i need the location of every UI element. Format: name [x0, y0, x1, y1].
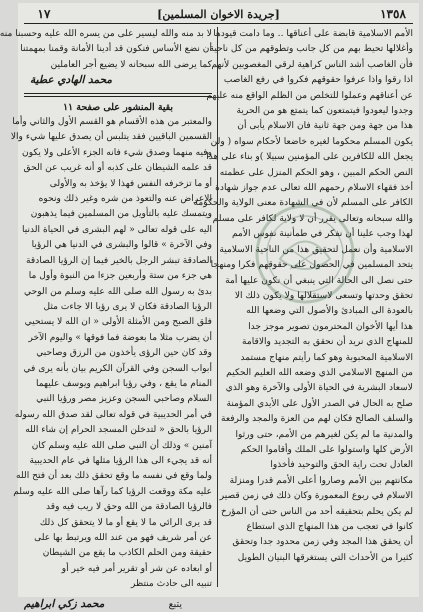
text-line: عن أمر شريف فهو من عند الله ويرتبط بها على	[34, 533, 212, 543]
text-line: وقد كان حين الرؤى يأخذون من الرزق وصاحبي	[36, 348, 212, 359]
text-line: حتى نصل الى الحالة التي ينبغي أن نكون عليها أمة	[225, 275, 413, 286]
text-line: الرؤيا بالحق « لتدخلن المسجد الحرام إن شاء الله	[25, 425, 212, 436]
text-line: الرؤيا الصادقة فكان لا يرى رؤيا الا جاءت مثل	[43, 301, 212, 312]
page-number-left: ١٧	[37, 7, 51, 21]
article-footer	[24, 597, 212, 612]
text-line: فأن الغاصب أشد الناس كراهية لرقي المغصوبين لأنهم	[211, 59, 413, 70]
text-line: هي جزء من ستة وأربعين جزءا من النبوة وأول ما	[28, 271, 212, 282]
text-line: من المنهج الاسلامي الذي وضعه الله العليم الحكيم	[226, 367, 413, 378]
text-line: صلح به الحال في الصدر الأول على الأيدي المؤمنة	[226, 398, 413, 409]
text-line: والمعتبر من هذه الأقسام هو القسم الأول والثاني وأما	[12, 117, 212, 128]
text-line: قد يرى الرائي ما لا يقع أو ما لا يتحقق كل ذلك	[39, 517, 212, 528]
follow-label: يتبع	[168, 598, 182, 610]
text-line: يكون المسلم محكوما لغيره خاضعا لأحكام سواه ( ولن	[210, 136, 413, 147]
text-line: بالعودة الى المبادئ والأصول التي وضعها الله	[246, 306, 413, 317]
text-line: هذا من جهة ومن جهة ثانية فان الاسلام يأبى أن	[237, 121, 413, 132]
text-line: الإعراض عنه والتعوذ من شره وغير ذلك ونحوه	[38, 194, 212, 205]
newspaper-title: [جريدة الاخوان المسلمين]	[157, 7, 280, 21]
text-line: بدئ به رسول الله صلى الله عليه وسلم من الوحي	[24, 286, 212, 297]
text-line: النص الحكم المبين ، وهو الحكم المنزل على عظمته	[219, 167, 413, 178]
text-line: كثيرا من الأحداث التي يستغرقها البنيان الطويل	[237, 552, 413, 563]
signature-author-1: محمد الهادي عطية	[30, 74, 113, 87]
text-line: يجعل الله للكافرين على المؤمنين سبيلا )و بناء على هذا	[206, 152, 413, 163]
text-line: أن يحقق هذا المجد وفي زمن محدود جدا وتحقق	[232, 537, 413, 548]
text-line: الاسلام في ربوع المعمورة وكان ذلك في زمن قصير	[219, 491, 413, 502]
text-line: تنبيه الى حادث منتظر	[130, 579, 212, 590]
text-line: والمدنية ما لم يكن لغيرهم من الأمم، حتى ورثوا	[235, 429, 413, 440]
text-line: كانوا في تعجب من هذا المنهاج الذي استطاع	[246, 522, 413, 532]
text-line: هذا أيها الأخوان المحترمون تصوير موجز جدا	[248, 321, 413, 332]
column-divider	[217, 27, 218, 587]
text-line: للمنهاج الذي نريد أن نحقق به التجديد والاقامة	[241, 337, 413, 348]
text-line: المنام ما يقع ، وفي رؤيا ابراهيم ويوسف عليهما	[35, 378, 212, 389]
text-line: وأغلالها تحيط بهم من كل جانب وتطوقهم من كل ناحية	[209, 44, 413, 55]
text-line: لم يكن يحلم بتحقيقه أحد من الناس حتى أن المؤرخ	[220, 506, 413, 517]
text-line: تحقق وحدتها وتسعى لاستقلالها ولا يكون ذلك الا	[234, 290, 413, 301]
text-line: لهذا وجب علينا أن نفكر في طمأنينة نفوس الأمم	[231, 229, 413, 240]
text-line: أنه قد يجيء الى هذا الرؤيا مثلها في عام الحديبية	[29, 455, 212, 466]
text-line: وفيه منهما وصدق شيء فانه الجزء الأعلى ولا يكون	[22, 147, 212, 158]
continuation-heading: بقية المنشور على صفحة ١١	[62, 101, 174, 113]
text-line: أبواب السجن وفي القرآن الكريم بيان بأنه يرى في	[23, 363, 212, 374]
text-line: كما يرضى الله سبحانه لا يضيع أجر العاملين	[50, 59, 212, 70]
right-column	[193, 27, 413, 589]
text-line: والسلف الصالح فكان لهم من العزة والمجد والرفعة	[220, 414, 413, 425]
text-line: الصادقة تبشر الرجل بالخير فيما إن الرؤيا الصادقة	[26, 255, 212, 266]
left-column	[0, 27, 212, 610]
text-line: أن نضع الأساس فنكون قد أدينا الأمانة وقمنا بمهمتنا	[20, 44, 212, 55]
right-column-text	[193, 27, 413, 566]
text-line: الاسلامية المحبوبة وهو كما رأيتم منهاج مستمد	[240, 352, 413, 363]
text-line: الأرض كلها واستولوا على الملك وأقاموا الحكم	[240, 444, 413, 455]
text-line: فلق الصبح ومن الأمثلة الأولى « ان الله لا يستحيي	[24, 317, 212, 328]
text-line: عليه مكة ووقعت الرؤيا كما رآها صلى الله عليه وسلم	[13, 486, 212, 497]
text-line: قد علمه الشيطان على كذبه أو أنه غريب عن الحق	[23, 163, 212, 174]
text-line: السلام وصاحبي السجن وعزيز مصر ورؤيا النبي	[36, 394, 212, 405]
text-line: ويتمسك عليه بالتأويل من المسلمين فيما يذهبون	[30, 209, 212, 220]
text-line: الاسلامية وأن نعمل لتحقيق هذا من الناحية الاسلامية	[219, 244, 413, 255]
text-line: آمنين » وذلك أن النبي صلى الله عليه وسلم كان	[31, 440, 212, 451]
text-line: لاسعاد البشرية في الحياة الأولى والآخرة وهو الذي	[225, 383, 413, 394]
text-line: يتحد المسلمين في الحصول على حقوقهم فكرا ومنهجا	[210, 260, 413, 271]
text-line: مكانتهم بين الأمم وصاروا أعلى الأمم قدرا ومنزلة	[229, 475, 413, 486]
text-line: والله سبحانه وتعالى يقرر أن لا ولاية لكافر على مسلم	[212, 213, 413, 224]
text-line: أن يضرب مثلا ما بعوضة فما فوقها » واليوم الآخر	[28, 332, 212, 343]
text-line: أخذ فقهاء الاسلام رحمهم الله تعالى عدم جواز شهادة	[215, 183, 413, 194]
text-line: في أمر الحديبية في قوله تعالى لقد صدق الله رسوله	[14, 409, 212, 420]
text-line: فالرؤيا الصادقة من الله وحق لا ريب فيه وقد	[45, 502, 212, 513]
signature-author-2: محمد زكي ابراهيم	[24, 597, 105, 610]
section-rule	[24, 93, 212, 97]
text-line: وفي الآخرة » قالوا والبشرى في الدنيا هي الرؤيا	[31, 240, 212, 251]
left-column-article-text	[10, 115, 212, 593]
newspaper-page	[0, 3, 419, 610]
text-line: أو ابعاده عن شر أو تقرير أمر فيه خير أو	[61, 563, 212, 574]
text-line: حقيقة ومن الحلم الكاذب ما يقع من الشيطان	[42, 548, 212, 559]
text-line: الأمم الاسلامية قابضة على أعناقها .. وما دامت قيودها	[213, 29, 413, 39]
text-line: عن أعناقهم وعملوا للتخلص من الظلم الواقع منه عليهم	[206, 90, 413, 101]
left-column-top-text	[0, 27, 212, 73]
text-line: القسمين الباقيين فقد يتلبس أن يصدق عليها شيء والا	[10, 132, 212, 143]
text-line: أو ما تزخرفه النفس فهذا لا يؤخذ به والأولى	[49, 178, 212, 189]
page-header	[24, 5, 413, 24]
text-line: ولما وقع في نفسه ما وقع تحقق ذلك بعد أن فتح الله	[16, 471, 212, 482]
text-line: لا بد منه والله ليسير على من يسره الله عليه وحسبنا منه	[0, 29, 212, 39]
text-line: اليه على قوله تعالى « لهم البشرى في الحياة الدنيا	[21, 224, 212, 235]
text-line: العادل تحت راية الحق والتوحيد فأخذوا	[270, 460, 413, 471]
text-line: اذا رقوا واذا عرفوا حقوقهم فكروا في رفع الغاصب	[223, 75, 413, 86]
text-line: وجدوا ليعودوا فيتمتعون كما يتمتع هو من الحرية	[236, 106, 413, 117]
page-number-right: ١٣٥٨	[380, 7, 406, 21]
text-line: الكافر على المسلم لأن في الشهادة معنى الولاية والحكومة	[193, 198, 413, 209]
